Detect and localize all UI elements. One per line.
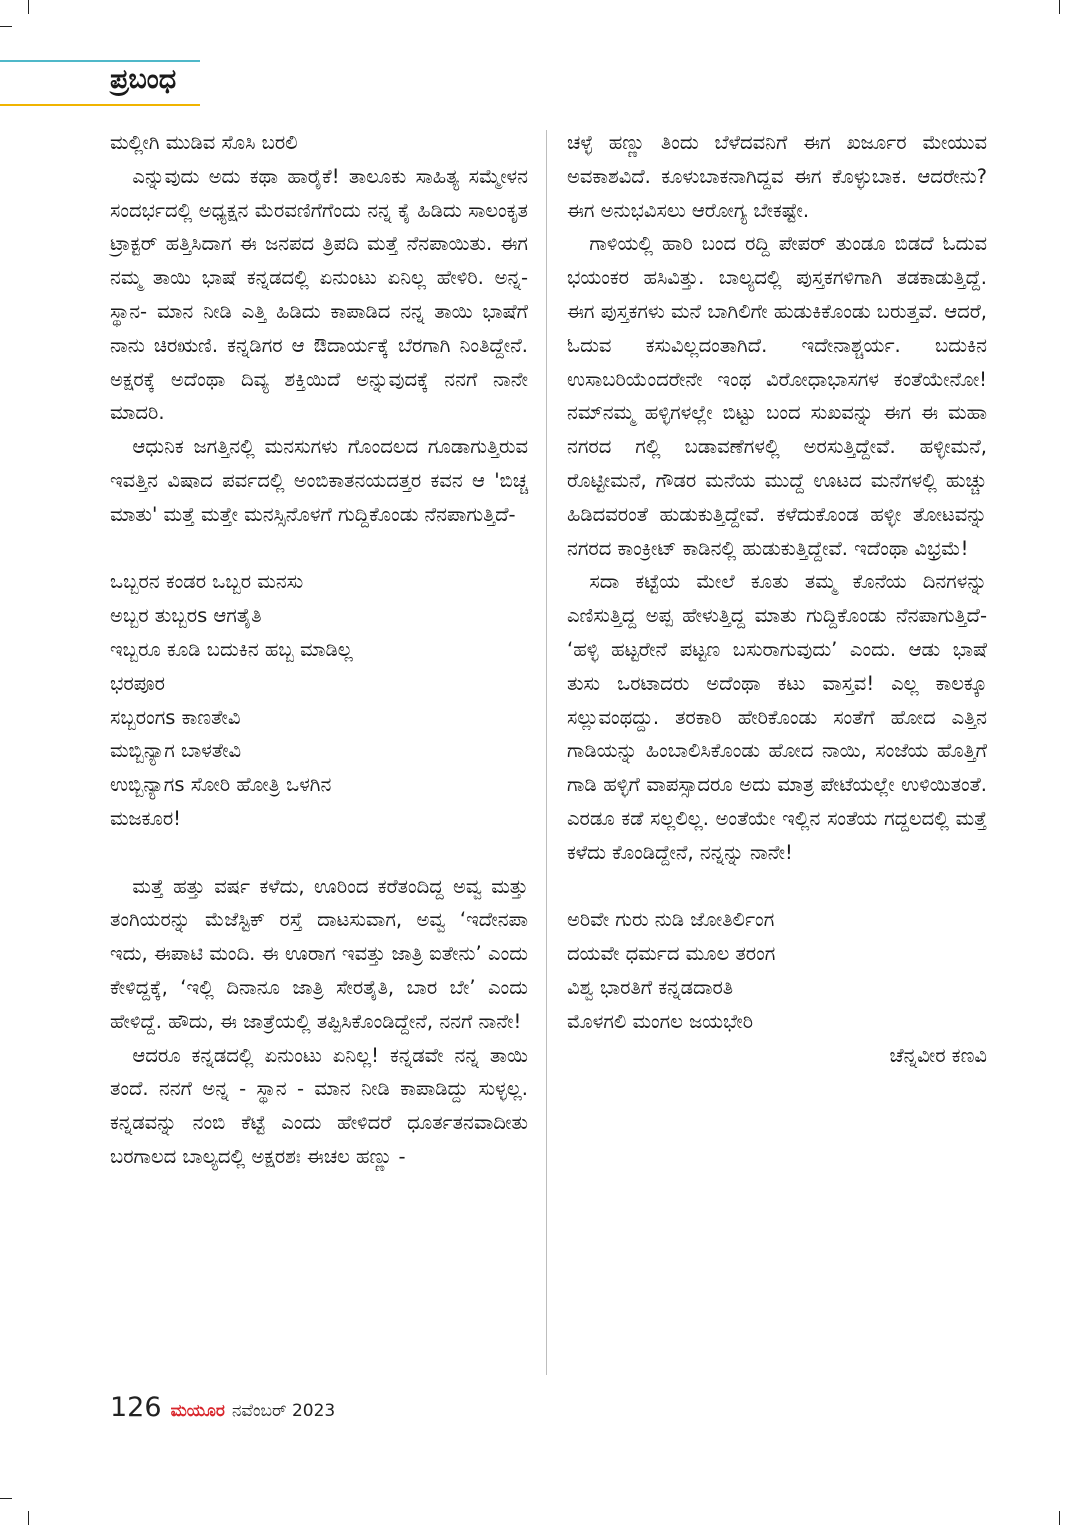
poet-signature: ಚೆನ್ನವೀರ ಕಣವಿ	[889, 1043, 987, 1067]
spacer	[110, 836, 528, 870]
crop-mark	[28, 0, 29, 14]
magazine-logo: ಮಯೂರ	[170, 1401, 225, 1421]
poem-line: ಮಬ್ಬಿನ್ಯಾಗ ಬಾಳತೇವಿ	[110, 739, 242, 763]
paragraph: ಮತ್ತೆ ಹತ್ತು ವರ್ಷ ಕಳೆದು, ಊರಿಂದ ಕರೆತಂದಿದ್ದ ಅವ್ವ ಮತ್ತು ತಂಗಿಯರನ್ನು ಮೆಜೆಸ್ಟಿಕ್ ರಸ್ತೆ ದಾಟಸುವಾಗ, ಅವ್ವ ‘ಇದೇನಪಾ ಇದು, ಈಪಾಟಿ ಮಂದಿ. ಈ ಊರಾಗ ಇವತ್ತು ಜಾತ್ರಿ ಐತೇನು’ ಎಂದು ಕೇಳಿದ್ದಕ್ಕೆ, ‘ಇಲ್ಲಿ ದಿನಾನೂ ಜಾತ್ರಿ ಸೇರತೈತಿ, ಬಾರ ಬೇ’ ಎಂದು ಹೇಳಿದ್ದೆ. ಹೌದು, ಈ ಜಾತ್ರೆಯಲ್ಲಿ ತಪ್ಪಿಸಿಕೊಂಡಿದ್ದೇನೆ, ನನಗೆ ನಾನೇ!	[110, 874, 528, 1033]
crop-mark	[28, 1511, 29, 1525]
paragraph: ಗಾಳಿಯಲ್ಲಿ ಹಾರಿ ಬಂದ ರದ್ದಿ ಪೇಪರ್ ತುಂಡೂ ಬಿಡದೆ ಓದುವ ಭಯಂಕರ ಹಸಿವಿತ್ತು. ಬಾಲ್ಯದಲ್ಲಿ ಪುಸ್ತಕಗಳಿಗಾಗಿ ತಡಕಾಡುತ್ತಿದ್ದೆ. ಈಗ ಪುಸ್ತಕಗಳು ಮನೆ ಬಾಗಿಲಿಗೇ ಹುಡುಕಿಕೊಂಡು ಬರುತ್ತವೆ. ಆದರೆ, ಓದುವ ಕಸುವಿಲ್ಲದಂತಾಗಿದೆ. ಇದೇನಾಶ್ಚರ್ಯ. ಬದುಕಿನ ಉಸಾಬರಿಯೆಂದರೇನೇ ಇಂಥ ವಿರೋಧಾಭಾಸಗಳ ಕಂತೆಯೇನೋ! ನಮ್‌ನಮ್ಮ ಹಳ್ಳಿಗಳಲ್ಲೇ ಬಿಟ್ಟು ಬಂದ ಸುಖವನ್ನು ಈಗ ಈ ಮಹಾ ನಗರದ ಗಲ್ಲಿ ಬಡಾವಣೆಗಳಲ್ಲಿ ಅರಸುತ್ತಿದ್ದೇವೆ. ಹಳ್ಳೀಮನೆ, ರೊಟ್ಟೀಮನೆ, ಗೌಡರ ಮನೆಯ ಮುದ್ದೆ ಊಟದ ಮನೆಗಳಲ್ಲಿ ಹುಚ್ಚು ಹಿಡಿದವರಂತೆ ಹುಡುಕುತ್ತಿದ್ದೇವೆ. ಕಳೆದುಕೊಂಡ ಹಳ್ಳೀ ತೋಟವನ್ನು ನಗರದ ಕಾಂಕ್ರೀಟ್ ಕಾಡಿನಲ್ಲಿ ಹುಡುಕುತ್ತಿದ್ದೇವೆ. ಇದೆಂಥಾ ವಿಭ್ರಮೆ!	[567, 232, 987, 560]
paragraph: ಸದಾ ಕಟ್ಟೆಯ ಮೇಲೆ ಕೂತು ತಮ್ಮ ಕೊನೆಯ ದಿನಗಳನ್ನು ಎಣಿಸುತ್ತಿದ್ದ ಅಪ್ಪ ಹೇಳುತ್ತಿದ್ದ ಮಾತು ಗುದ್ದಿಕೊಂಡು ನೆನಪಾಗುತ್ತಿದೆ- ‘ಹಳ್ಳಿ ಹಟ್ಟರೇನೆ ಪಟ್ಟಣ ಬಸುರಾಗುವುದು’ ಎಂದು. ಆಡು ಭಾಷೆ ತುಸು ಒರಟಾದರು ಅದೆಂಥಾ ಕಟು ವಾಸ್ತವ! ಎಲ್ಲ ಕಾಲಕ್ಕೂ ಸಲ್ಲುವಂಥದ್ದು. ತರಕಾರಿ ಹೇರಿಕೊಂಡು ಸಂತೆಗೆ ಹೋದ ಎತ್ತಿನ ಗಾಡಿಯನ್ನು ಹಿಂಬಾಲಿಸಿಕೊಂಡು ಹೋದ ನಾಯಿ, ಸಂಜೆಯ ಹೊತ್ತಿಗೆ ಗಾಡಿ ಹಳ್ಳಿಗೆ ವಾಪಸ್ಸಾದರೂ ಅದು ಮಾತ್ರ ಪೇಟೆಯಲ್ಲೇ ಉಳಿಯಿತಂತೆ. ಎರಡೂ ಕಡೆ ಸಲ್ಲಲಿಲ್ಲ. ಅಂತೆಯೇ ಇಲ್ಲಿನ ಸಂತೆಯ ಗದ್ದಲದಲ್ಲಿ ಮತ್ತೆ ಕಳೆದು ಕೊಂಡಿದ್ದೇನೆ, ನನ್ನನ್ನು ನಾನೇ!	[567, 570, 987, 864]
poem-block	[567, 903, 987, 1038]
section-rule-bottom	[0, 104, 200, 106]
poem-line: ಒಬ್ಬರನ ಕಂಡರ ಒಬ್ಬರ ಮನಸು	[110, 570, 304, 594]
opening-line: ಮಲ್ಲೀಗಿ ಮುಡಿವ ಸೊಸಿ ಬರಲಿ	[110, 131, 298, 154]
crop-mark	[0, 1498, 12, 1499]
poem-line: ಅಬ್ಬರ ತುಬ್ಬರs ಆಗತೈತಿ	[110, 604, 262, 628]
poem-line: ಇಬ್ಬರೂ ಕೂಡಿ ಬದುಕಿನ ಹಬ್ಬ ಮಾಡಿಲ್ಲ	[110, 637, 353, 661]
right-column	[567, 126, 987, 1072]
poem-line: ಅರಿವೇ ಗುರು ನುಡಿ ಜೋತಿರ್ಲಿಂಗ	[567, 908, 775, 932]
crop-mark	[0, 26, 12, 27]
paragraph: ಆದರೂ ಕನ್ನಡದಲ್ಲಿ ಏನುಂಟು ಏನಿಲ್ಲ! ಕನ್ನಡವೇ ನನ್ನ ತಾಯಿ ತಂದೆ. ನನಗೆ ಅನ್ನ - ಸ್ಥಾನ - ಮಾನ ನೀಡಿ ಕಾಪಾಡಿದ್ದು ಸುಳ್ಳಲ್ಲ. ಕನ್ನಡವನ್ನು ನಂಬಿ ಕೆಟ್ಟೆ ಎಂದು ಹೇಳಿದರೆ ಧೂರ್ತತನವಾದೀತು ಬರಗಾಲದ ಬಾಲ್ಯದಲ್ಲಿ ಅಕ್ಷರಶಃ ಈಚಲ ಹಣ್ಣು -	[110, 1043, 528, 1168]
poem-line: ಉಬ್ಬಿನ್ಯಾಗs ಸೋರಿ ಹೋತ್ರಿ ಒಳಗಿನ	[110, 773, 332, 797]
crop-mark	[1059, 1511, 1060, 1525]
page-footer	[110, 1392, 335, 1423]
paragraph: ಚಳ್ಳೆ ಹಣ್ಣು ತಿಂದು ಬೆಳೆದವನಿಗೆ ಈಗ ಖರ್ಜೂರ ಮೇಯುವ ಅವಕಾಶವಿದೆ. ಕೂಳುಬಾಕನಾಗಿದ್ದವ ಈಗ ಕೊಳ್ಳುಬಾಕ. ಆದರೇನು? ಈಗ ಅನುಭವಿಸಲು ಆರೋಗ್ಯ ಬೇಕಷ್ಟೇ.	[567, 131, 987, 222]
poem-block	[110, 565, 528, 835]
poem-line: ಮಜಕೂರ!	[110, 806, 181, 830]
left-column	[110, 126, 528, 1174]
page-number: 126	[110, 1392, 162, 1423]
paragraph: ಆಧುನಿಕ ಜಗತ್ತಿನಲ್ಲಿ ಮನಸುಗಳು ಗೊಂದಲದ ಗೂಡಾಗುತ್ತಿರುವ ಇವತ್ತಿನ ವಿಷಾದ ಪರ್ವದಲ್ಲಿ ಅಂಬಿಕಾತನಯದತ್ತರ ಕವನ ಆ 'ಬಿಚ್ಚ ಮಾತು' ಮತ್ತೆ ಮತ್ತೇ ಮನಸ್ಸಿನೊಳಗೆ ಗುದ್ದಿಕೊಂಡು ನೆನಪಾಗುತ್ತಿದೆ-	[110, 435, 528, 526]
poem-line: ಮೊಳಗಲಿ ಮಂಗಲ ಜಯಭೇರಿ	[567, 1009, 754, 1033]
column-divider	[546, 130, 547, 1375]
paragraph: ಎನ್ನುವುದು ಅದು ಕಥಾ ಹಾರೈಕೆ! ತಾಲೂಕು ಸಾಹಿತ್ಯ ಸಮ್ಮೇಳನ ಸಂದರ್ಭದಲ್ಲಿ ಅಧ್ಯಕ್ಷನ ಮೆರವಣಿಗೆಗೆಂದು ನನ್ನ ಕೈ ಹಿಡಿದು ಸಾಲಂಕೃತ ಟ್ರಾಕ್ಟರ್ ಹತ್ತಿಸಿದಾಗ ಈ ಜನಪದ ತ್ರಿಪದಿ ಮತ್ತೆ ನೆನಪಾಯಿತು. ಈಗ ನಮ್ಮ ತಾಯಿ ಭಾಷೆ ಕನ್ನಡದಲ್ಲಿ ಏನುಂಟು ಏನಿಲ್ಲ ಹೇಳಿರಿ. ಅನ್ನ- ಸ್ಥಾನ- ಮಾನ ನೀಡಿ ಎತ್ತಿ ಹಿಡಿದು ಕಾಪಾಡಿದ ನನ್ನ ತಾಯಿ ಭಾಷೆಗೆ ನಾನು ಚಿರಋಣಿ. ಕನ್ನಡಿಗರ ಆ ಔದಾರ್ಯಕ್ಕೆ ಬೆರಗಾಗಿ ನಿಂತಿದ್ದೇನೆ. ಅಕ್ಷರಕ್ಕೆ ಅದೆಂಥಾ ದಿವ್ಯ ಶಕ್ತಿಯಿದೆ ಅನ್ನುವುದಕ್ಕೆ ನನಗೆ ನಾನೇ ಮಾದರಿ.	[110, 164, 528, 425]
section-title: ಪ್ರಬಂಧ	[110, 64, 177, 95]
poem-line: ವಿಶ್ವ ಭಾರತಿಗೆ ಕನ್ನಡದಾರತಿ	[567, 975, 734, 999]
crop-mark	[1059, 0, 1060, 14]
issue-date: ನವೆಂಬರ್ 2023	[231, 1401, 336, 1421]
spacer	[110, 532, 528, 566]
poem-line: ಭರಪೂರ	[110, 671, 165, 695]
poem-line: ಸಬ್ಬರಂಗs ಕಾಣತೇವಿ	[110, 705, 241, 729]
section-header	[0, 56, 210, 108]
poem-line: ದಯವೇ ಧರ್ಮದ ಮೂಲ ತರಂಗ	[567, 942, 776, 966]
spacer	[567, 870, 987, 904]
section-rule-top	[0, 60, 200, 62]
